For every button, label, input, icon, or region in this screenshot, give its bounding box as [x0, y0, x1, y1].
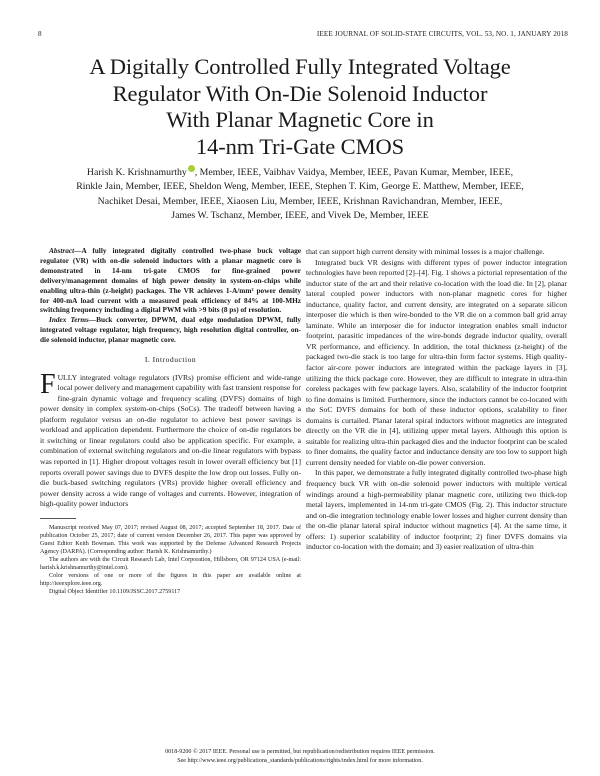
- body-paragraph: In this paper, we demonstrate a fully integrated digitally controlled two-phase high frequency buck VR with on-die solenoid power inductors with multiple vertical windings around a high-permeability planar magnetic core, utilizing two thick-top metal layers, implemented in 14-nm tri-gate CMOS (Fig. 2). This inductor structure and on-die integration technology enable lower losses and higher current density than the on-die planar lateral spiral inductor without magnetics [4]. At the same time, it offers: 1) superior scalability of inductor footprint; 2) finer DVFS domains via inductor co-location with the domain; and 3) easier realization of ultra-thin: [306, 468, 567, 552]
- footnote: Digital Object Identifier 10.1109/JSSC.2017.2759117: [49, 588, 181, 595]
- title-line: Regulator With On-Die Solenoid Inductor: [112, 80, 488, 106]
- index-terms-label: Index Terms: [49, 315, 89, 325]
- drop-cap: F: [40, 368, 56, 400]
- journal-name: IEEE JOURNAL OF SOLID-STATE CIRCUITS, VOL. 53, NO. 1, JANUARY 2018: [316, 30, 568, 38]
- right-column: [306, 247, 567, 553]
- footnote: Color versions of one or more of the figures in this paper are available online at http://ieeexplore.ieee.org.: [40, 572, 301, 587]
- first-author: Harish K. Krishnamurthy: [86, 167, 187, 178]
- author-line: Nachiket Desai, Member, IEEE, Xiaosen Liu, Member, IEEE, Krishnan Ravichandran, Member, IEEE,: [97, 195, 503, 207]
- copyright-line: 0018-9200 © 2017 IEEE. Personal use is permitted, but republication/redistribution requires IEEE permission.: [165, 749, 435, 755]
- copyright-line: See http://www.ieee.org/publications_standards/publications/rights/index.html for more information.: [177, 757, 423, 764]
- paper-title: [40, 54, 560, 160]
- left-column: [40, 246, 301, 596]
- index-terms-text: Buck converter, DPWM, dual edge modulation DPWM, fully integrated voltage regulator, high frequency, high resolution digital controller, on-die solenoid inductor, planar magnetic core.: [40, 315, 301, 345]
- intro-text: ULLY integrated voltage regulators (IVRs) promise efficient and wide-range local power delivery and management capability with fast transient response for fine-grain dynamic voltage and frequency scaling (DVFS) domains of high power density in complex system-on-chips (SoCs). The tradeoff between having a platform regulator versus an on-die regulator to achieve best power savings is workload and application dependent. Furthermore the choice of on-die regulators be it switching or linear regulators could also be application specific. For example, a combination of external switching regulators and on-die linear regulators with bypass was reported in [1]. Higher dropout voltages result in lower overall efficiency but [1] reports overall power savings due to DVFS despite the low drop out losses. Fully on-die buck-based switching regulators (VRs) provide higher overall efficiency and power density across a wide range of voltages and currents. However, integration of high-quality power inductors: [40, 372, 301, 509]
- author-line-rest: , Member, IEEE, Vaibhav Vaidya, Member, IEEE, Pavan Kumar, Member, IEEE,: [194, 167, 514, 178]
- intro-paragraph: [40, 368, 301, 510]
- footnote: The authors are with the Circuit Research Lab, Intel Corporation, Hillsboro, OR 97124 USA (e-mail: harish.k.krishnamurthy@intel.com).: [40, 556, 301, 571]
- body-paragraph: Integrated buck VR designs with different types of power inductor integration technologies have been reported [2]–[4]. Fig. 1 shows a pictorial representation of the inductor state of the art and their relative co-location with the load die. In [2], planar lateral coupled power inductors with non-planar magnetic cores for higher inductance, quality factor, and current density, are integrated on a separate silicon interposer die which is then wire-bonded to the VR die on a common ball grid array laminate. While an interposer die for inductor integration enables small inductor footprint, parasitic impedances of the wire-bonds degrade inductor quality, overall VR performance, and efficiency. In addition, the total thickness (z-height) of the packaged two-die stack is too large for ultra-thin form factor systems. High quality-factor air-core power inductors are integrated within the package layers in [3], utilizing the thick package core. However, they are difficult to integrate in ultra-thin coreless packages with few package layers. Also, scalability of the inductor footprint to fine domains is limited. Furthermore, since the inductors cannot be co-located with the SoC DVFS domains for both of these inductor options, scalability to finer domains is curtailed. Planar lateral spiral inductors without magnetics are integrated directly on the VR die in [4], utilizing upper metal layers. Although this option is suitable for realizing ultra-thin packaged dies and the inductor footprint can be scaled to finer domains, the quality factor and inductance density are too low to support high current density needed for viable on-die power conversion.: [306, 257, 567, 467]
- copyright-notice: [40, 748, 560, 765]
- section-heading: I. Introduction: [144, 355, 197, 365]
- orcid-icon[interactable]: [188, 165, 195, 172]
- title-line: With Planar Magnetic Core in: [166, 107, 434, 132]
- author-list: [40, 165, 560, 223]
- title-line: 14-nm Tri-Gate CMOS: [195, 133, 405, 159]
- footnote: Manuscript received May 07, 2017; revised August 08, 2017; accepted September 18, 2017. Date of publication October 25, 2017; date of current version December 26, 2017. This paper was approved by Guest Editor Keith Bowman. This work was supported by the Defense Advanced Research Projects Agency (DARPA). (Corresponding author: Harish K. Krishnamurthy.): [40, 524, 301, 555]
- author-line: James W. Tschanz, Member, IEEE, and Vivek De, Member, IEEE: [171, 209, 429, 221]
- abstract: Abstract—A fully integrated digitally controlled two-phase buck voltage regulator (VR) with on-die solenoid inductors with a planar magnetic core is demonstrated in 14-nm tri-gate CMOS for fine-grained power delivery/management domains of high power density in system-on-chips while enabling ultra-thin (z-height) packages. The VR achieves 1-A/mm² power density for 400-mA load current with a measured peak efficiency of 84% at 100-MHz switching frequency including a digital PWM with >9 bits (8 ps) of resolution.: [40, 246, 301, 315]
- page-number: 8: [38, 30, 42, 38]
- author-line: [40, 165, 560, 180]
- author-line: Rinkle Jain, Member, IEEE, Sheldon Weng, Member, IEEE, Stephen T. Kim, George E. Matthew, Member, IEEE,: [76, 181, 524, 193]
- title-line: A Digitally Controlled Fully Integrated Voltage: [89, 54, 511, 79]
- abstract-label: Abstract: [49, 246, 75, 255]
- body-paragraph: that can support high current density with minimal losses is a major challenge.: [306, 247, 545, 256]
- footnote-divider: [40, 518, 76, 519]
- index-terms: Index Terms—Buck converter, DPWM, dual edge modulation DPWM, fully integrated voltage regulator, high frequency, high resolution digital controller, on-die solenoid inductor, planar magnetic core.: [40, 315, 301, 345]
- abstract-text: A fully integrated digitally controlled two-phase buck voltage regulator (VR) with on-die solenoid inductors with a planar magnetic core is demonstrated in 14-nm tri-gate CMOS for fine-grained power delivery/management domains of high power density in system-on-chips while enabling ultra-thin (z-height) packages. The VR achieves 1-A/mm² power density for 400-mA load current with a measured peak efficiency of 84% at 100-MHz switching frequency including a digital PWM with >9 bits (8 ps) of resolution.: [40, 246, 301, 315]
